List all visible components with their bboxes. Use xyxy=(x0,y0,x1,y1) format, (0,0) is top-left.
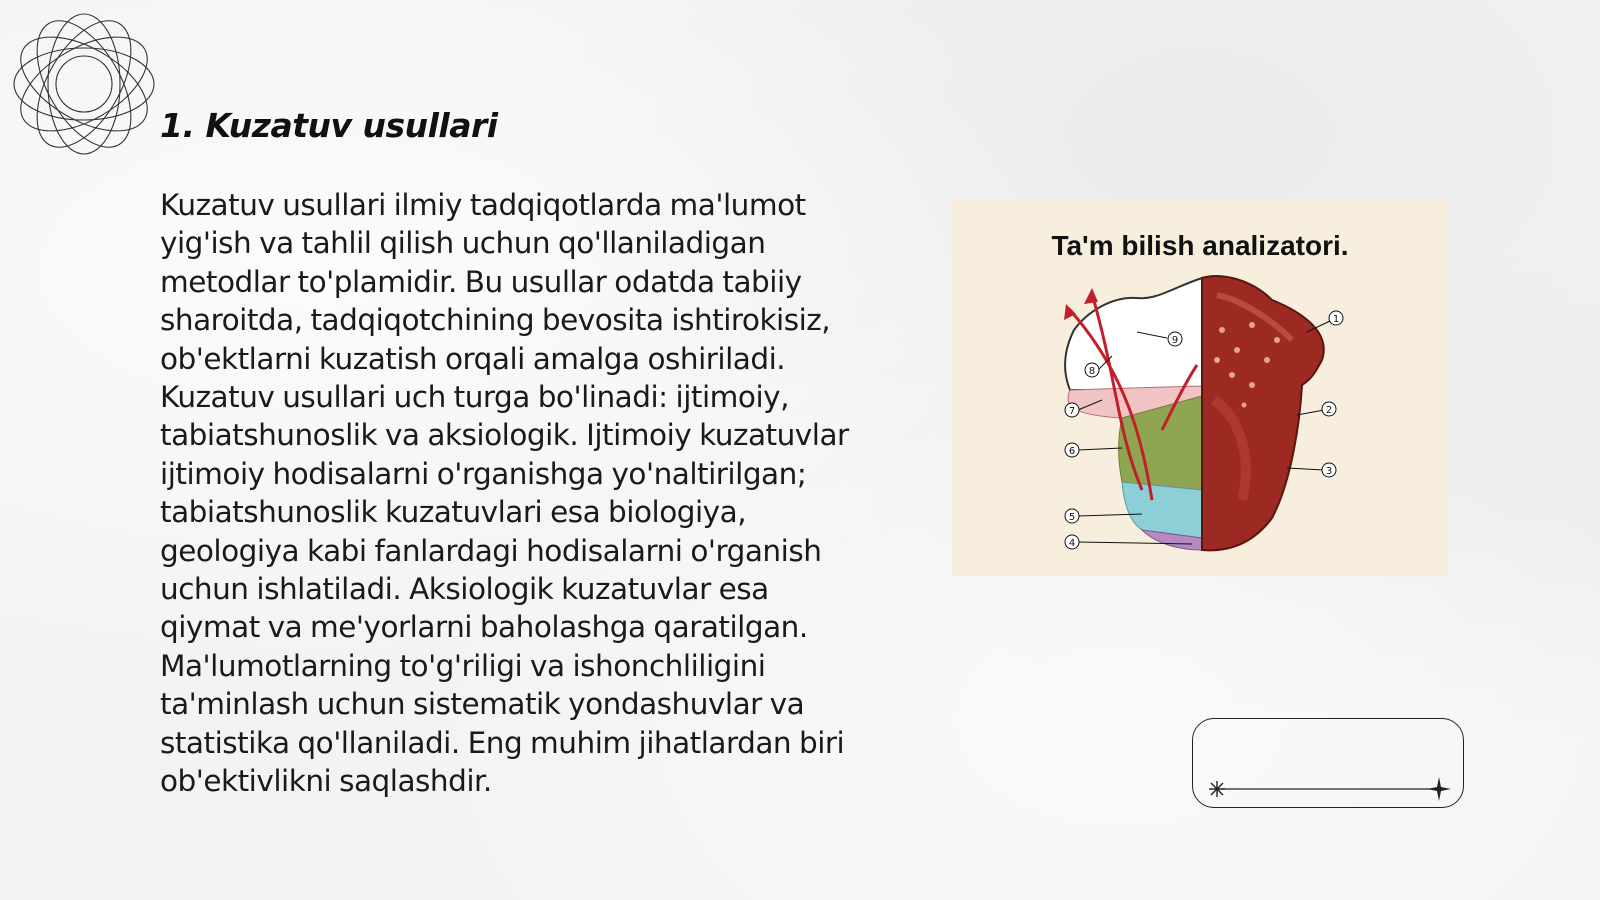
star-line xyxy=(1193,719,1465,809)
figure-caption: Ta'm bilish analizatori. xyxy=(1051,230,1349,261)
svg-text:3: 3 xyxy=(1325,466,1333,477)
svg-text:8: 8 xyxy=(1088,366,1096,377)
svg-text:1: 1 xyxy=(1332,314,1340,325)
four-point-star-icon xyxy=(1427,777,1451,801)
slide-title: 1. Kuzatuv usullari xyxy=(160,106,498,145)
svg-text:9: 9 xyxy=(1171,335,1179,346)
tongue-illustration xyxy=(952,200,1448,576)
sparkle-star-icon xyxy=(1209,781,1225,797)
body-paragraph: Kuzatuv usullari ilmiy tadqiqotlarda ma'lumot yig'ish va tahlil qilish uchun qo'llaniladigan metodlar to'plamidir. Bu usullar odatda tabiiy sharoitda, tadqiqotchining bevosita ishtirokisiz, ob'ektlarni kuzatish orqali amalga oshiriladi. Kuzatuv usullari uch turga bo'linadi: ijtimoiy, tabiatshunoslik va aksiologik. Ijtimoiy kuzatuvlar ijtimoiy hodisalarni o'rganishga yo'naltirilgan; tabiatshunoslik kuzatuvlari esa biologiya, geologiya kabi fanlardagi hodisalarni o'rganish uchun ishlatiladi. Aksiologik kuzatuvlar esa qiymat va me'yorlarni baholashga qaratilgan. Ma'lumotlarning to'g'riligi va ishonchliligini ta'minlash uchun sistematik yondashuvlar va statistika qo'llaniladi. Eng muhim jihatlardan biri ob'ektivlikni saqlashdir. xyxy=(160,188,849,799)
svg-text:6: 6 xyxy=(1068,446,1076,457)
svg-text:2: 2 xyxy=(1325,405,1333,416)
svg-text:7: 7 xyxy=(1068,406,1076,417)
tongue-diagram xyxy=(952,200,1448,576)
svg-text:4: 4 xyxy=(1068,538,1076,549)
decorative-frame xyxy=(1192,718,1464,808)
svg-text:5: 5 xyxy=(1068,512,1076,523)
spirograph-rings-icon xyxy=(10,10,158,158)
